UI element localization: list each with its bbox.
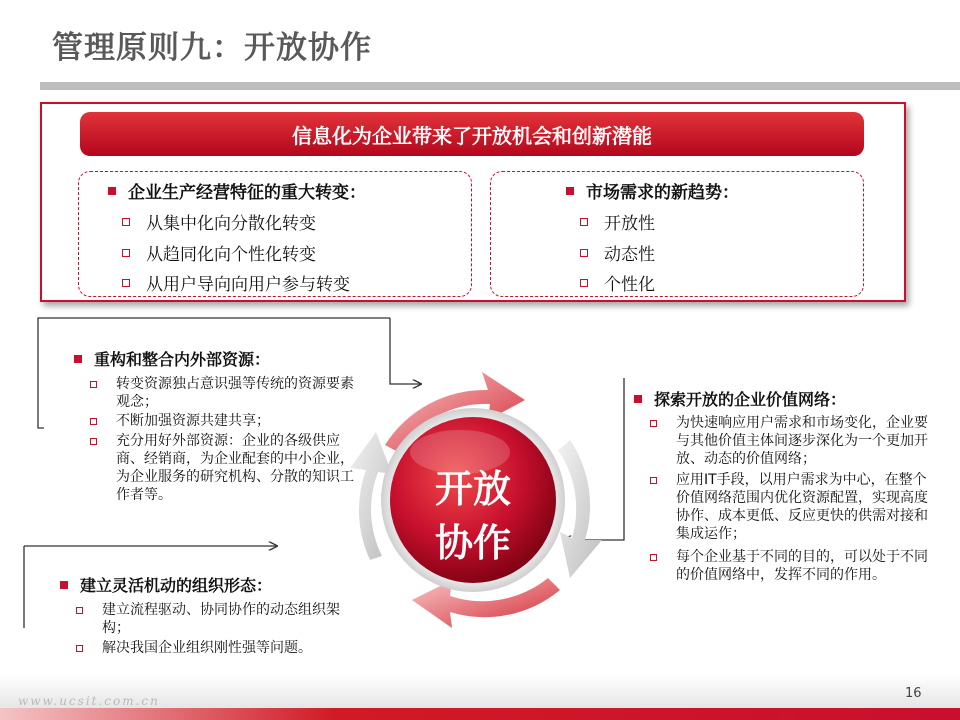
- hollow-square-icon: [90, 438, 97, 445]
- connector-arrow: [390, 318, 420, 384]
- network-item: [650, 548, 940, 584]
- resources-item: [90, 432, 365, 504]
- features-item-text: 从趋同化向个性化转变: [146, 245, 316, 265]
- trends-heading-text: 市场需求的新趋势：: [586, 183, 739, 203]
- resources-item-text: 不断加强资源共建共享；: [116, 413, 270, 429]
- hollow-square-icon: [650, 420, 657, 427]
- center-label-line1: 开放: [434, 467, 511, 511]
- features-item-text: 从集中化向分散化转变: [146, 214, 316, 234]
- org-item: [76, 639, 346, 657]
- org-heading: [60, 573, 272, 596]
- hollow-square-icon: [90, 381, 97, 388]
- page-number: 16: [905, 686, 922, 701]
- features-heading-text: 企业生产经营特征的重大转变：: [128, 183, 366, 203]
- resources-item: [90, 412, 365, 430]
- resources-item-text: 充分用好外部资源：企业的各级供应商、经销商，为企业配套的中小企业，为企业服务的研究机构、分散的知识工作者等。: [116, 433, 354, 503]
- center-label: [398, 462, 548, 570]
- footer-red-bar: [0, 708, 960, 720]
- center-label-line2: 协作: [434, 521, 511, 565]
- banner: 信息化为企业带来了开放机会和创新潜能: [80, 112, 864, 156]
- network-item-text: 每个企业基于不同的目的，可以处于不同的价值网络中，发挥不同的作用。: [676, 549, 928, 583]
- hollow-square-icon: [76, 645, 83, 652]
- network-item-text: 为快速响应用户需求和市场变化，企业要与其他价值主体间逐步深化为一个更加开放、动态的价值网络；: [676, 415, 928, 467]
- resources-item-text: 转变资源独占意识强等传统的资源要素观念；: [116, 376, 354, 410]
- footer-url: www.ucsit.com.cn: [18, 694, 160, 708]
- network-heading-text: 探索开放的企业价值网络：: [654, 390, 847, 409]
- square-bullet-icon: [74, 355, 82, 363]
- hollow-square-icon: [90, 418, 97, 425]
- trends-item-text: 开放性: [604, 214, 655, 234]
- page-title: 管理原则九：开放协作: [52, 30, 372, 66]
- hollow-square-icon: [650, 554, 657, 561]
- square-bullet-icon: [634, 395, 642, 403]
- hollow-square-icon: [76, 607, 83, 614]
- org-heading-text: 建立灵活机动的组织形态：: [80, 576, 273, 595]
- features-item-text: 从用户导向向用户参与转变: [146, 275, 350, 295]
- trends-item-text: 个性化: [604, 275, 655, 295]
- resources-heading: [74, 347, 270, 370]
- network-item-text: 应用IT手段，以用户需求为中心，在整个价值网络范围内优化资源配置，实现高度协作、成本更低、反应更快的供需对接和集成运作；: [676, 472, 928, 542]
- hollow-square-icon: [650, 477, 657, 484]
- network-item: [650, 414, 940, 468]
- resources-heading-text: 重构和整合内外部资源：: [94, 350, 271, 369]
- network-heading: [634, 387, 846, 410]
- org-item: [76, 601, 346, 637]
- resources-item: [90, 375, 365, 411]
- org-item-text: 解决我国企业组织刚性强等问题。: [102, 640, 312, 656]
- org-item-text: 建立流程驱动、协同协作的动态组织架构；: [102, 602, 340, 636]
- square-bullet-icon: [60, 581, 68, 589]
- network-item: [650, 471, 940, 543]
- trends-item-text: 动态性: [604, 245, 655, 265]
